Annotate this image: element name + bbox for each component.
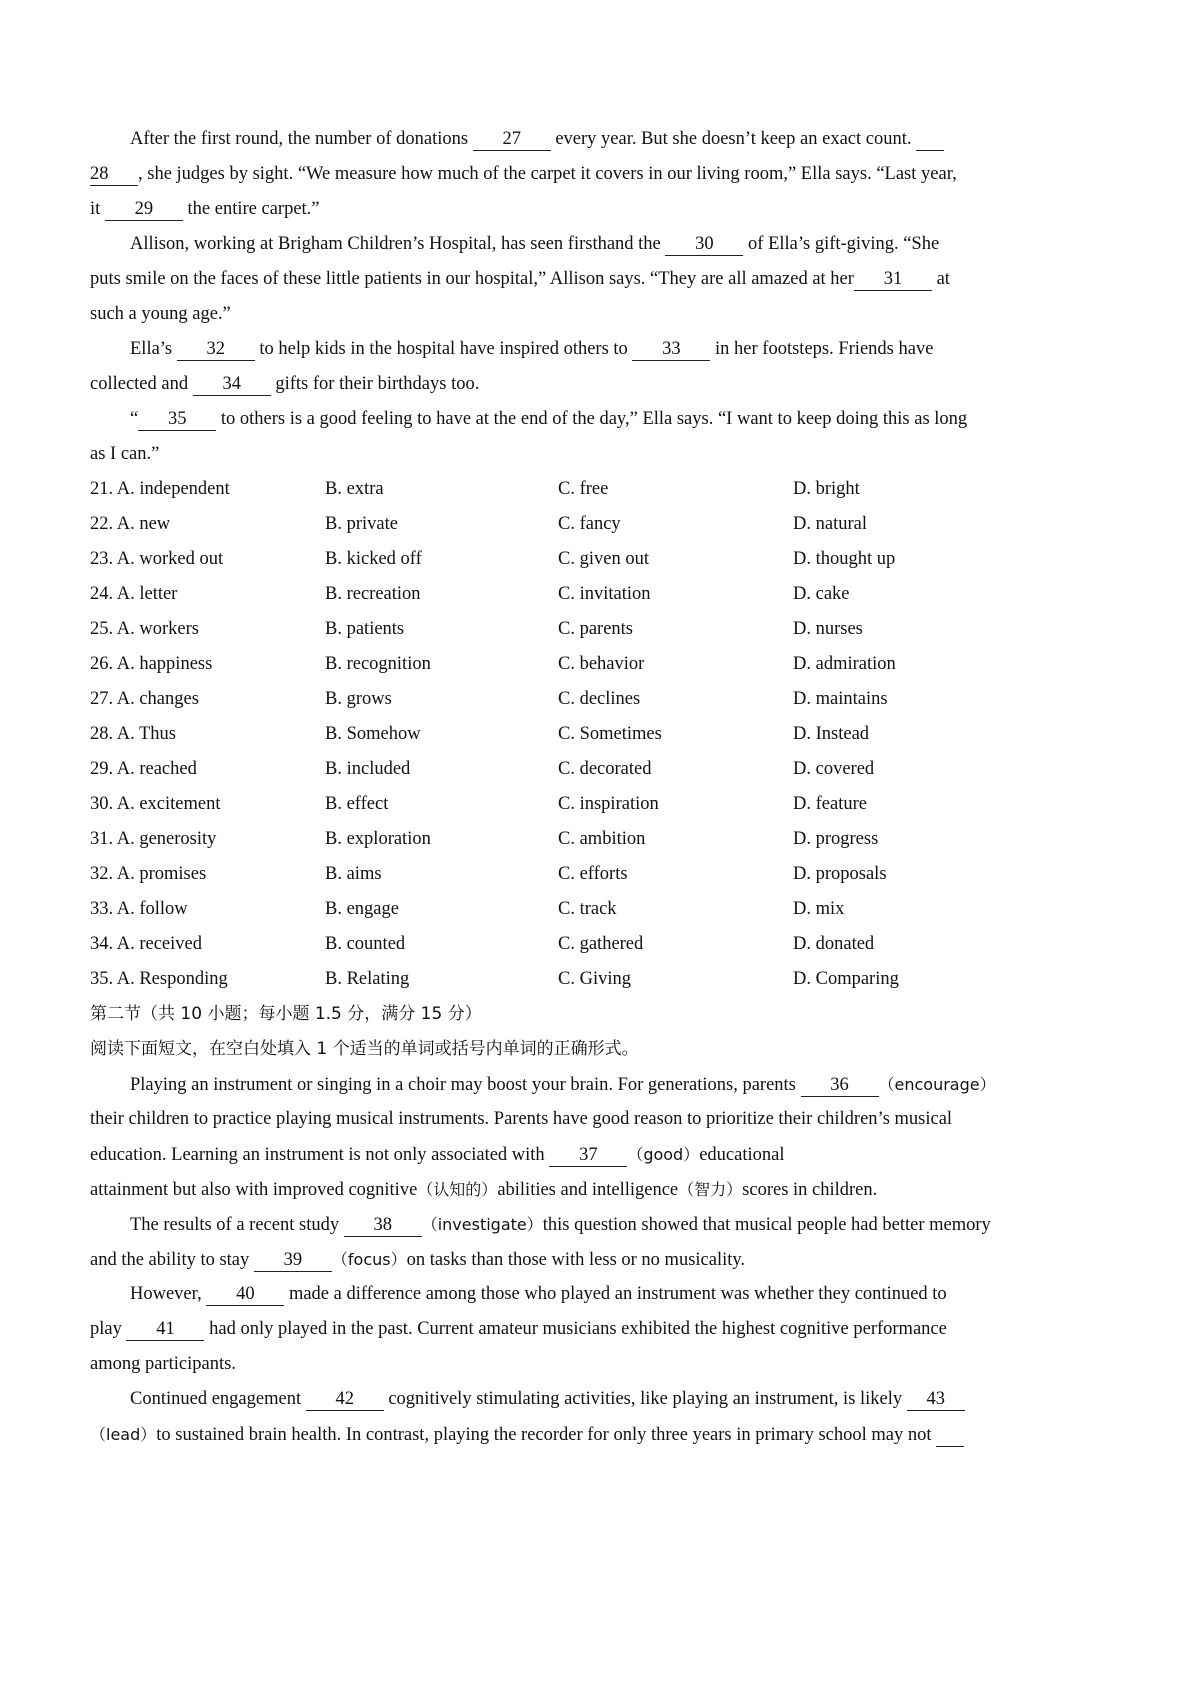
text: education. Learning an instrument is not only associated with [90,1145,550,1165]
option-b[interactable]: B. effect [325,794,389,814]
text: cognitively stimulating activities, like playing an instrument, is likely [383,1389,907,1409]
text: every year. But she doesn’t keep an exact count. [550,129,917,149]
blank-41[interactable]: 41 [126,1318,204,1341]
option-d[interactable]: D. Comparing [793,969,899,989]
blank-32[interactable]: 32 [177,338,255,361]
option-a[interactable]: 26. A. happiness [90,654,213,674]
passage1-p1-line1 [90,122,1120,157]
option-row-24 [90,577,1120,612]
text: Allison, working at Brigham Children’s Hospital, has seen firsthand the [130,234,666,254]
blank-35[interactable]: 35 [138,408,216,431]
blank-29[interactable]: 29 [105,198,183,221]
blank-40[interactable]: 40 [206,1283,284,1306]
option-row-21 [90,472,1120,507]
option-b[interactable]: B. engage [325,899,399,919]
passage1-p2-line1 [90,227,1120,262]
option-a[interactable]: 32. A. promises [90,864,207,884]
hint-38: （investigate） [421,1215,543,1234]
text: to help kids in the hospital have inspired others to [254,339,633,359]
option-b[interactable]: B. exploration [325,829,431,849]
blank-33[interactable]: 33 [632,338,710,361]
option-a[interactable]: 22. A. new [90,514,171,534]
section2-heading: 第二节（共 10 小题；每小题 1.5 分，满分 15 分） [90,1004,482,1024]
option-d[interactable]: D. proposals [793,864,887,884]
option-d[interactable]: D. natural [793,514,867,534]
option-c[interactable]: C. track [558,899,617,919]
option-b[interactable]: B. private [325,514,398,534]
text: play [90,1319,127,1339]
text: to sustained brain health. In contrast, playing the recorder for only three years in primary school may not [156,1425,937,1445]
option-d[interactable]: D. covered [793,759,875,779]
option-b[interactable]: B. counted [325,934,406,954]
passage1-p2-line2 [90,262,1120,297]
text: in her footsteps. Friends have [710,339,934,359]
option-row-34 [90,927,1120,962]
option-d[interactable]: D. donated [793,934,875,954]
option-a[interactable]: 35. A. Responding [90,969,228,989]
option-b[interactable]: B. Relating [325,969,410,989]
option-row-30 [90,787,1120,822]
option-a[interactable]: 33. A. follow [90,899,188,919]
text: at [931,269,950,289]
text: this question showed that musical people had better memory [542,1215,991,1235]
option-d[interactable]: D. thought up [793,549,896,569]
option-d[interactable]: D. Instead [793,724,870,744]
gloss-intelligence: （智力） [678,1180,743,1199]
hint-43: （lead） [90,1425,157,1444]
text: After the first round, the number of donations [130,129,473,149]
blank-44-start[interactable] [936,1424,964,1447]
text: attainment but also with improved cognitive [90,1180,418,1200]
option-d[interactable]: D. progress [793,829,879,849]
option-c[interactable]: C. gathered [558,934,644,954]
option-row-33 [90,892,1120,927]
option-a[interactable]: 25. A. workers [90,619,199,639]
option-a[interactable]: 21. A. independent [90,479,230,499]
option-b[interactable]: B. kicked off [325,549,422,569]
option-a[interactable]: 28. A. Thus [90,724,177,744]
blank-36[interactable]: 36 [801,1074,879,1097]
blank-31[interactable]: 31 [854,268,932,291]
option-b[interactable]: B. recognition [325,654,431,674]
blank-43[interactable]: 43 [907,1388,965,1411]
blank-27[interactable]: 27 [473,128,551,151]
option-a[interactable]: 34. A. received [90,934,202,954]
text: Continued engagement [130,1389,306,1409]
option-row-26 [90,647,1120,682]
option-b[interactable]: B. included [325,759,411,779]
option-row-31 [90,822,1120,857]
option-a[interactable]: 27. A. changes [90,689,199,709]
option-c[interactable]: C. parents [558,619,634,639]
option-c[interactable]: C. decorated [558,759,652,779]
text: The results of a recent study [130,1215,344,1235]
option-c[interactable]: C. free [558,479,609,499]
option-c[interactable]: C. fancy [558,514,621,534]
hint-37: （good） [627,1145,700,1164]
blank-28[interactable]: 28 [90,163,138,186]
text: educational [699,1145,785,1165]
passage2-p4-line2 [90,1417,1120,1452]
option-d[interactable]: D. cake [793,584,850,604]
passage2-p1-line1 [90,1067,1120,1102]
blank-28-start[interactable] [916,128,944,151]
option-c[interactable]: C. efforts [558,864,628,884]
option-row-23 [90,542,1120,577]
option-c[interactable]: C. inspiration [558,794,659,814]
option-c[interactable]: C. invitation [558,584,651,604]
option-d[interactable]: D. feature [793,794,867,814]
passage2-p1-line3 [90,1137,1120,1172]
passage2-p1-line2 [90,1102,1120,1137]
option-b[interactable]: B. recreation [325,584,421,604]
text: and the ability to stay [90,1250,254,1270]
section2-instruction: 阅读下面短文，在空白处填入 1 个适当的单词或括号内单词的正确形式。 [90,1039,639,1059]
hint-39: （focus） [331,1250,407,1269]
passage2-p4-line1 [90,1382,1120,1417]
text: , she judges by sight. “We measure how much of the carpet it covers in our living room,” Ella says. “Last year, [138,164,957,184]
text: However, [130,1284,207,1304]
option-row-32 [90,857,1120,892]
hint-36: （encourage） [878,1075,996,1094]
option-c[interactable]: C. Giving [558,969,631,989]
text: collected and [90,374,193,394]
blank-39[interactable]: 39 [254,1249,332,1272]
option-row-35 [90,962,1120,997]
text: their children to practice playing musical instruments. Parents have good reason to prioritize their children’s musical [90,1109,953,1129]
option-row-25 [90,612,1120,647]
blank-38[interactable]: 38 [344,1214,422,1237]
option-a[interactable]: 23. A. worked out [90,549,224,569]
blank-37[interactable]: 37 [549,1144,627,1167]
text: made a difference among those who played an instrument was whether they continued to [284,1284,947,1304]
option-a[interactable]: 30. A. excitement [90,794,221,814]
blank-42[interactable]: 42 [306,1388,384,1411]
blank-30[interactable]: 30 [665,233,743,256]
blank-34[interactable]: 34 [193,373,271,396]
text: among participants. [90,1354,236,1374]
option-b[interactable]: B. Somehow [325,724,421,744]
passage2-p2-line1 [90,1207,1120,1242]
passage1-p1-line3 [90,192,1120,227]
text: it [90,199,105,219]
passage2-p2-line2 [90,1242,1120,1277]
text: gifts for their birthdays too. [270,374,480,394]
option-d[interactable]: D. nurses [793,619,863,639]
option-d[interactable]: D. bright [793,479,860,499]
option-b[interactable]: B. aims [325,864,382,884]
passage2-p3-line1 [90,1277,1120,1312]
text: “ [130,409,139,429]
option-a[interactable]: 31. A. generosity [90,829,217,849]
text: puts smile on the faces of these little patients in our hospital,” Allison says. “They are all amazed at her [90,269,854,289]
passage1-p3-line1 [90,332,1120,367]
options-list [90,472,1120,997]
option-c[interactable]: C. declines [558,689,641,709]
option-c[interactable]: C. ambition [558,829,646,849]
exam-page [90,122,1120,1452]
option-c[interactable]: C. Sometimes [558,724,662,744]
option-row-28 [90,717,1120,752]
text: scores in children. [742,1180,878,1200]
text: abilities and intelligence [497,1180,679,1200]
option-d[interactable]: D. mix [793,899,845,919]
passage2-p3-line3 [90,1347,1120,1382]
option-a[interactable]: 24. A. letter [90,584,178,604]
passage1-p4-line1 [90,402,1120,437]
text: had only played in the past. Current amateur musicians exhibited the highest cognitive performance [204,1319,947,1339]
text: such a young age.” [90,304,231,324]
gloss-cognitive: （认知的） [417,1180,498,1199]
option-row-29 [90,752,1120,787]
text: to others is a good feeling to have at the end of the day,” Ella says. “I want to keep doing this as long [216,409,968,429]
option-d[interactable]: D. admiration [793,654,896,674]
option-b[interactable]: B. patients [325,619,405,639]
option-b[interactable]: B. extra [325,479,384,499]
passage1-p3-line2 [90,367,1120,402]
text: on tasks than those with less or no musicality. [406,1250,746,1270]
passage2-p1-line4 [90,1172,1120,1207]
text: as I can.” [90,444,160,464]
passage1-p4-line2 [90,437,1120,472]
passage2-p3-line2 [90,1312,1120,1347]
text: the entire carpet.” [182,199,320,219]
passage1-p1-line2 [90,157,1120,192]
option-c[interactable]: C. behavior [558,654,645,674]
text: Playing an instrument or singing in a choir may boost your brain. For generations, parents [130,1075,801,1095]
option-c[interactable]: C. given out [558,549,649,569]
option-row-27 [90,682,1120,717]
passage1-p2-line3 [90,297,1120,332]
option-b[interactable]: B. grows [325,689,392,709]
option-a[interactable]: 29. A. reached [90,759,197,779]
text: of Ella’s gift-giving. “She [743,234,940,254]
text: Ella’s [130,339,177,359]
option-d[interactable]: D. maintains [793,689,888,709]
option-row-22 [90,507,1120,542]
